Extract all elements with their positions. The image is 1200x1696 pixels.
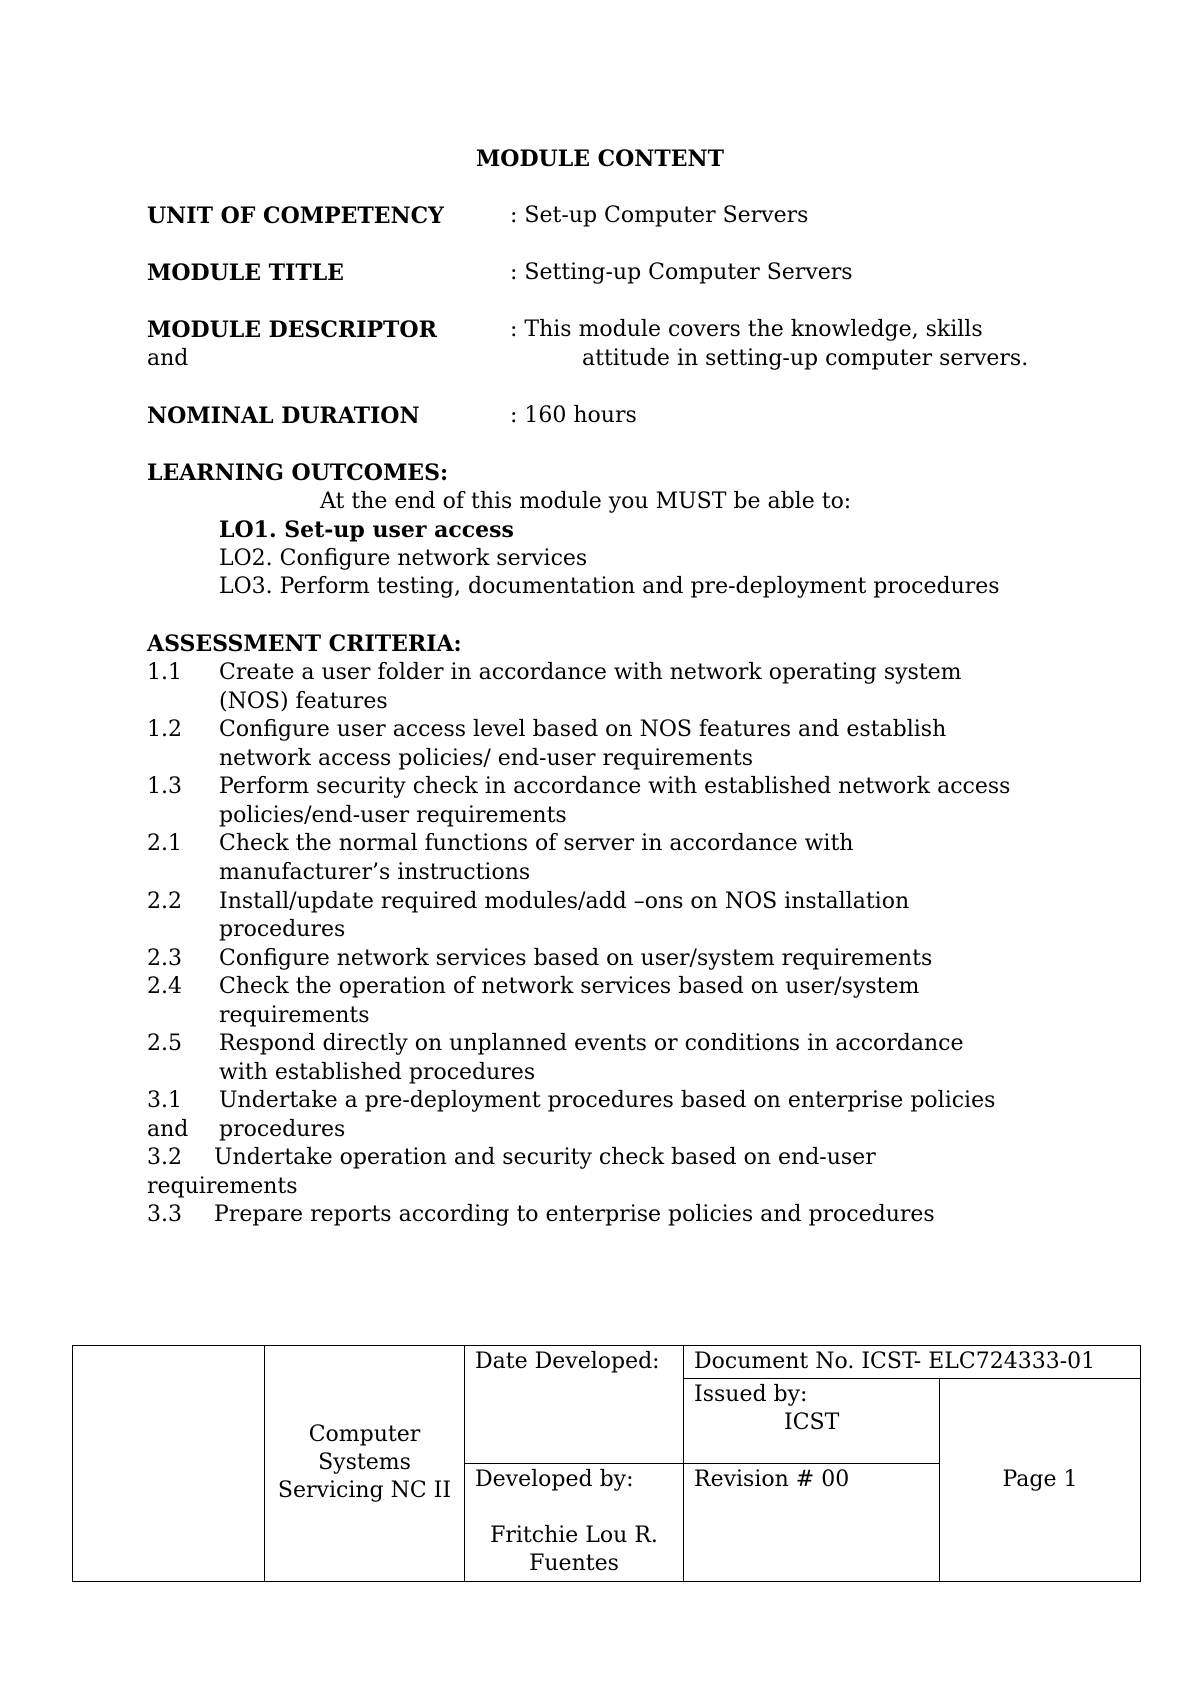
criteria-text: Prepare reports according to enterprise policies and procedures — [214, 1202, 935, 1227]
criteria-text-cont: with established procedures — [219, 1060, 536, 1085]
criteria-number: 2.2 — [147, 889, 182, 914]
criteria-text: Perform security check in accordance with established network access — [219, 774, 1011, 799]
unit-of-competency-label: UNIT OF COMPETENCY — [147, 203, 444, 229]
date-developed-label: Date Developed: — [475, 1349, 660, 1374]
qualification-line: Servicing NC II — [277, 1477, 452, 1503]
footer-revision-cell — [684, 1464, 940, 1582]
learning-outcome-item: LO1. Set-up user access — [219, 517, 514, 543]
footer-issued-by-cell — [684, 1379, 940, 1464]
module-title-value: : Setting-up Computer Servers — [510, 260, 853, 285]
criteria-text-cont: policies/end-user requirements — [219, 803, 567, 828]
criteria-text: Respond directly on unplanned events or conditions in accordance — [219, 1031, 964, 1056]
criteria-number: 1.3 — [147, 774, 182, 799]
learning-outcomes-intro: At the end of this module you MUST be able to: — [320, 489, 852, 514]
module-title-label: MODULE TITLE — [147, 260, 344, 286]
criteria-number: 3.2 — [147, 1145, 182, 1170]
criteria-text-cont: manufacturer’s instructions — [219, 860, 531, 885]
footer-date-developed-cell — [465, 1346, 684, 1464]
criteria-number: 3.1 — [147, 1088, 182, 1113]
criteria-number: 2.1 — [147, 831, 182, 856]
revision-number: Revision # 00 — [694, 1467, 850, 1492]
module-descriptor-label: MODULE DESCRIPTOR — [147, 317, 437, 343]
developer-name-line: Fuentes — [529, 1551, 619, 1576]
qualification-line: Systems — [318, 1449, 411, 1475]
page-number: Page 1 — [1002, 1467, 1078, 1492]
criteria-text-cont: requirements — [219, 1003, 370, 1028]
criteria-text: Install/update required modules/add –ons on NOS installation — [219, 889, 910, 914]
criteria-text-cont: network access policies/ end-user requirements — [219, 746, 754, 771]
criteria-text: Create a user folder in accordance with network operating system — [219, 660, 962, 685]
document-number: Document No. ICST- ELC724333-01 — [694, 1349, 1096, 1374]
module-descriptor-value: : This module covers the knowledge, skills — [510, 317, 983, 342]
assessment-criteria-heading: ASSESSMENT CRITERIA: — [147, 631, 462, 657]
learning-outcome-item: LO2. Configure network services — [219, 546, 588, 571]
criteria-text: Configure user access level based on NOS features and establish — [219, 717, 947, 742]
document-footer-table — [72, 1345, 1141, 1582]
criteria-text-prefix: and — [147, 1117, 189, 1142]
criteria-text-cont: (NOS) features — [219, 689, 388, 714]
criteria-number: 2.3 — [147, 946, 182, 971]
criteria-text-cont: procedures — [219, 917, 346, 942]
criteria-number: 1.1 — [147, 660, 182, 685]
footer-page-cell — [940, 1379, 1141, 1582]
footer-logo-cell — [73, 1346, 265, 1582]
issued-by-label: Issued by: — [694, 1382, 808, 1407]
module-descriptor-label-cont: and — [147, 346, 189, 371]
module-descriptor-value-cont: attitude in setting-up computer servers. — [582, 346, 1029, 371]
criteria-text: Undertake a pre-deployment procedures based on enterprise policies — [219, 1088, 996, 1113]
criteria-number: 1.2 — [147, 717, 182, 742]
criteria-number: 2.5 — [147, 1031, 182, 1056]
criteria-text: Undertake operation and security check based on end-user — [214, 1145, 876, 1170]
issued-by-value: ICST — [784, 1410, 840, 1435]
criteria-number: 2.4 — [147, 974, 182, 999]
learning-outcome-item: LO3. Perform testing, documentation and pre-deployment procedures — [219, 574, 1000, 599]
criteria-text-cont: procedures — [219, 1117, 346, 1142]
unit-of-competency-value: : Set-up Computer Servers — [510, 203, 809, 228]
criteria-text: Check the operation of network services based on user/system — [219, 974, 920, 999]
developed-by-label: Developed by: — [475, 1467, 634, 1492]
footer-developed-by-cell — [465, 1464, 684, 1582]
footer-document-no-cell — [684, 1346, 1141, 1379]
nominal-duration-label: NOMINAL DURATION — [147, 403, 420, 429]
criteria-number: 3.3 — [147, 1202, 182, 1227]
criteria-text: Configure network services based on user/system requirements — [219, 946, 933, 971]
footer-qualification-cell — [265, 1346, 465, 1582]
module-content-title: MODULE CONTENT — [475, 146, 725, 172]
developer-name-line: Fritchie Lou R. — [490, 1523, 658, 1548]
qualification-line: Computer — [308, 1421, 421, 1447]
nominal-duration-value: : 160 hours — [510, 403, 637, 428]
criteria-text: Check the normal functions of server in accordance with — [219, 831, 854, 856]
criteria-text-cont: requirements — [147, 1174, 298, 1199]
learning-outcomes-heading: LEARNING OUTCOMES: — [147, 460, 449, 486]
